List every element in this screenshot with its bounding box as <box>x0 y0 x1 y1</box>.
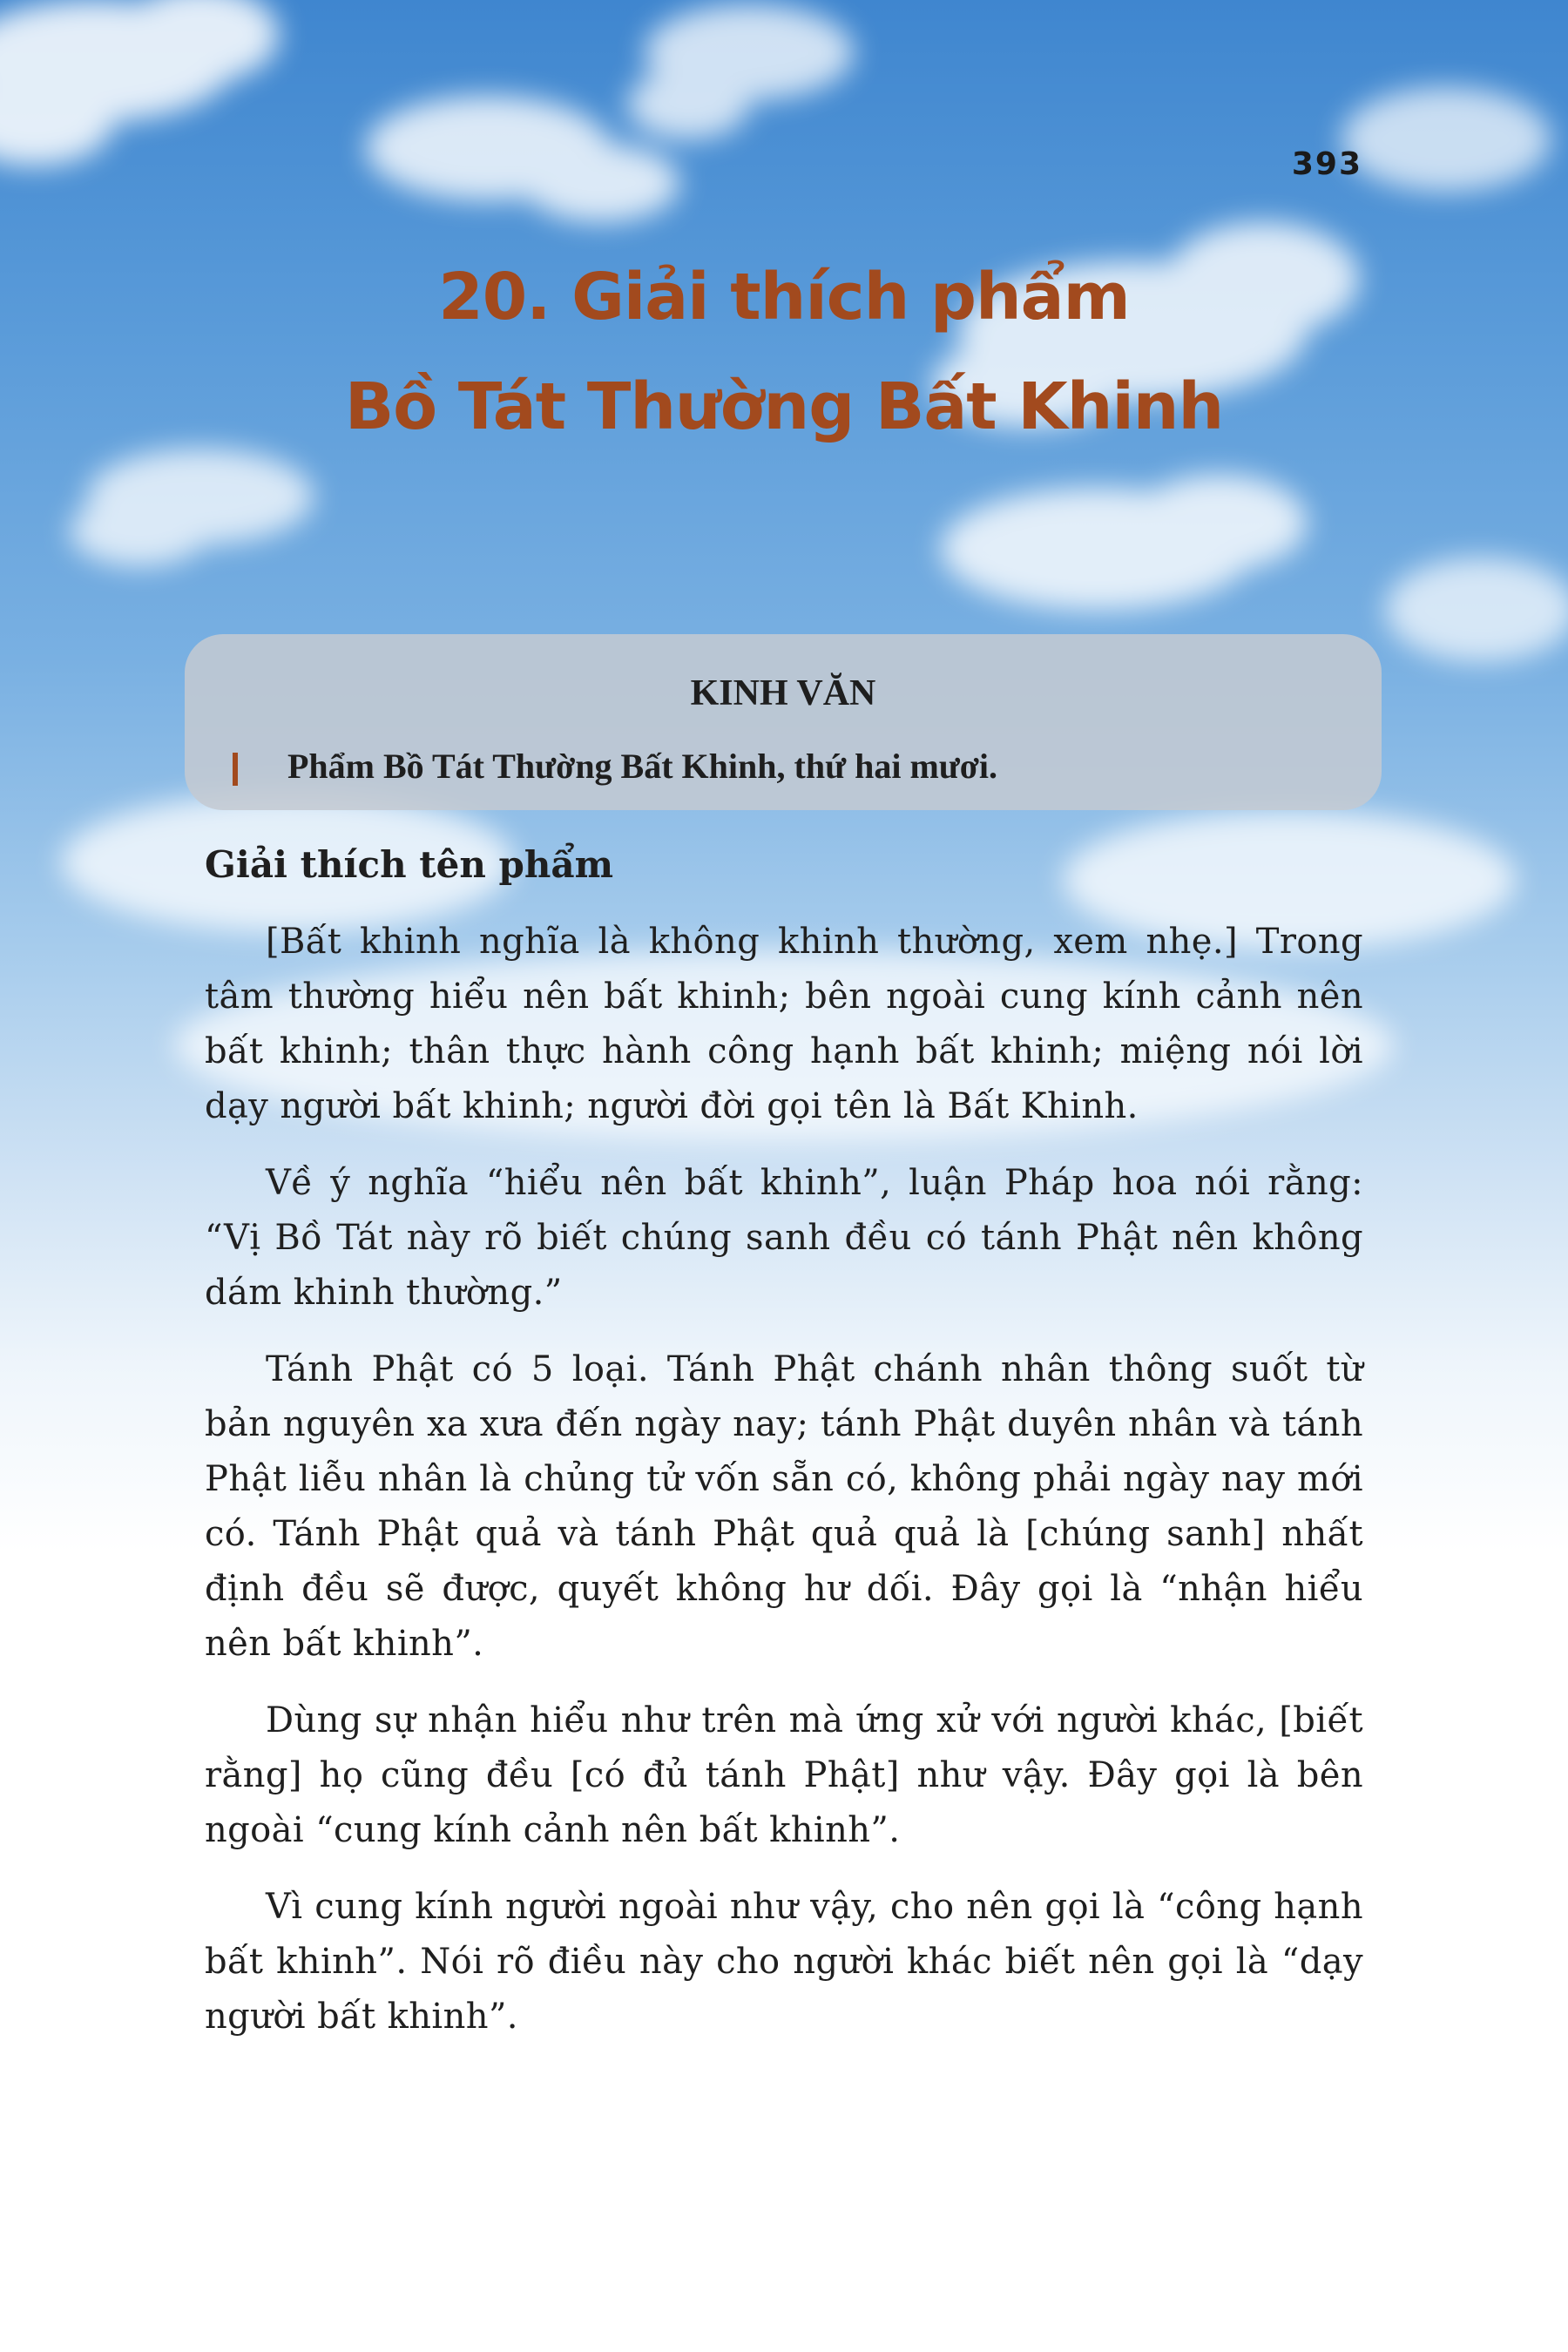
chapter-title-line-1: 20. Giải thích phẩm <box>438 260 1130 335</box>
body-text <box>205 915 1363 2066</box>
paragraph: Dùng sự nhận hiểu như trên mà ứng xử với người khác, [biết rằng] họ cũng đều [có đủ tánh Phật] như vậy. Đây gọi là bên ngoài “cung kính cảnh nên bất khinh”. <box>205 1700 1363 1850</box>
kinh-van-box <box>185 634 1382 810</box>
page-number: 393 <box>1291 146 1362 182</box>
paragraph: Về ý nghĩa “hiểu nên bất khinh”, luận Pháp hoa nói rằng: “Vị Bồ Tát này rõ biết chúng sanh đều có tánh Phật nên không dám khinh thường.” <box>205 1163 1363 1313</box>
chapter-title-line-2: Bồ Tát Thường Bất Khinh <box>344 369 1224 444</box>
paragraph: Vì cung kính người ngoài như vậy, cho nên gọi là “công hạnh bất khinh”. Nói rõ điều này cho người khác biết nên gọi là “dạy người bất khinh”. <box>205 1887 1363 2037</box>
kinh-van-text: Phẩm Bồ Tát Thường Bất Khinh, thứ hai mươi. <box>287 747 998 786</box>
chapter-title <box>0 242 1568 462</box>
paragraph: Tánh Phật có 5 loại. Tánh Phật chánh nhân thông suốt từ bản nguyên xa xưa đến ngày nay; tánh Phật duyên nhân và tánh Phật liễu nhân là chủng tử vốn sẵn có, không phải ngày nay mới có. Tánh Phật quả và tánh Phật quả quả là [chúng sanh] nhất định đều sẽ được, quyết không hư dối. Đây gọi là “nhận hiểu nên bất khinh”. <box>205 1349 1363 1664</box>
quote-marker-bar <box>233 753 238 786</box>
paragraph: [Bất khinh nghĩa là không khinh thường, xem nhẹ.] Trong tâm thường hiểu nên bất khinh; bên ngoài cung kính cảnh nên bất khinh; thân thực hành công hạnh bất khinh; miệng nói lời dạy người bất khinh; người đời gọi tên là Bất Khinh. <box>205 922 1363 1126</box>
section-heading: Giải thích tên phẩm <box>205 843 614 886</box>
kinh-van-heading: KINH VĂN <box>690 673 876 713</box>
